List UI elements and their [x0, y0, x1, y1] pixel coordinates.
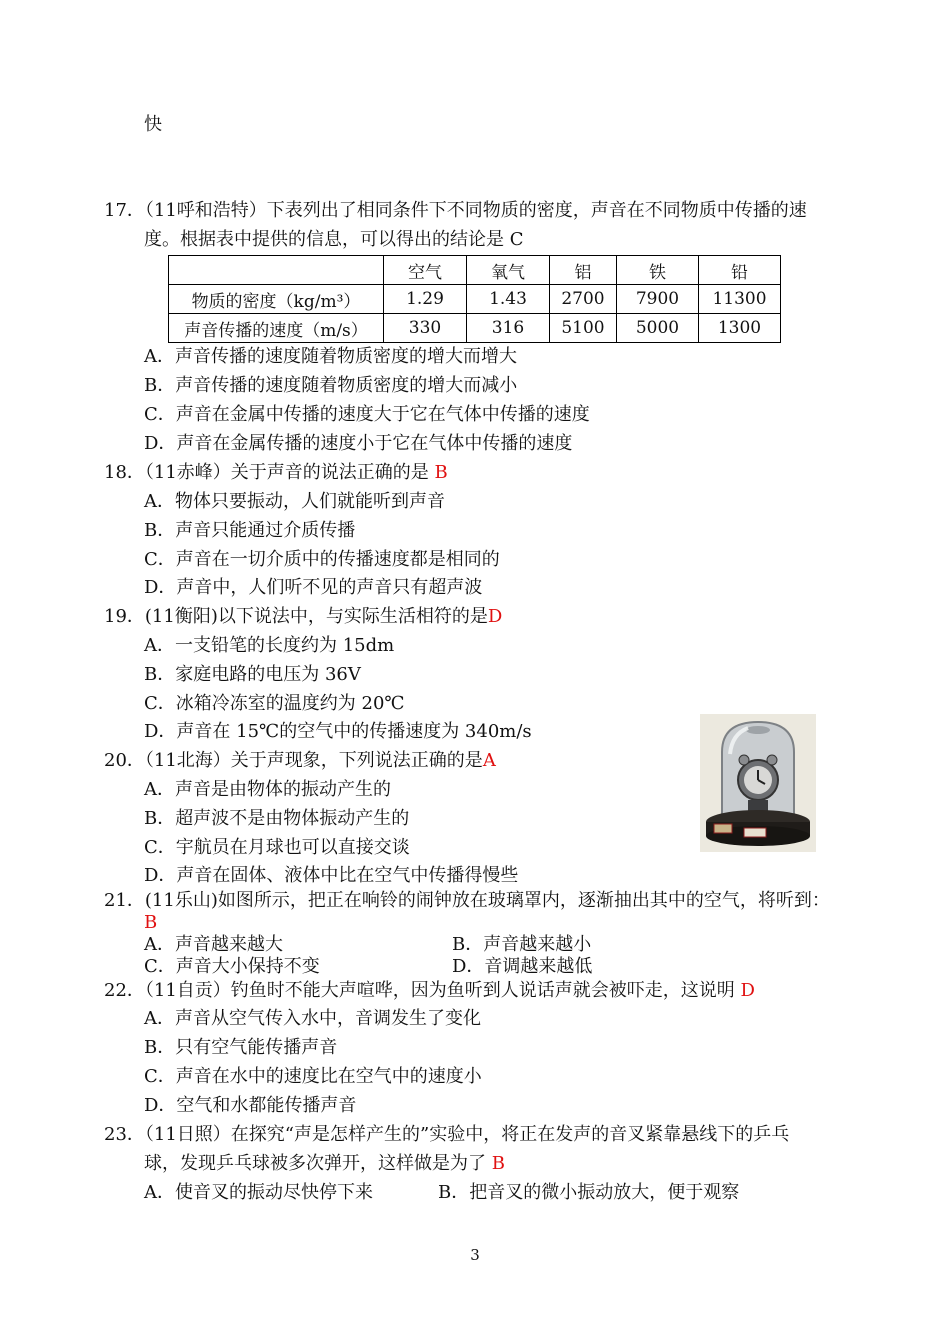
q17-stem-line1: 17．（11呼和浩特）下表列出了相同条件下不同物质的密度，声音在不同物质中传播的速 — [104, 200, 807, 221]
table-cell: 1.29 — [384, 285, 467, 314]
q19-answer: D — [487, 606, 503, 627]
q20-option-d: D．声音在固体、液体中比在空气中传播得慢些 — [144, 865, 519, 886]
table-header-cell: 铅 — [699, 256, 781, 285]
table-header-cell: 铁 — [617, 256, 699, 285]
table-header-cell: 氧气 — [467, 256, 550, 285]
q20-option-a: A．声音是由物体的振动产生的 — [144, 779, 391, 800]
table-row — [169, 314, 781, 343]
table-header-cell — [169, 256, 384, 285]
q23-stem-line1: 23．（11日照）在探究“声是怎样产生的”实验中，将正在发声的音叉紧靠悬线下的乒乓 — [104, 1124, 790, 1145]
q20-answer: A — [482, 750, 496, 771]
table-row-label: 声音传播的速度（m/s） — [169, 314, 384, 343]
q20-stem — [104, 750, 496, 772]
q17-option-c: C．声音在金属中传播的速度大于它在气体中传播的速度 — [144, 404, 590, 425]
table-row — [169, 285, 781, 314]
q22-option-a: A．声音从空气传入水中，音调发生了变化 — [144, 1008, 481, 1029]
q19-option-d: D．声音在 15℃的空气中的传播速度为 340m/s — [144, 721, 532, 742]
q23-answer: B — [491, 1153, 505, 1174]
q19-stem — [104, 606, 502, 628]
q19-option-c: C．冰箱冷冻室的温度约为 20℃ — [144, 693, 405, 714]
table-cell: 5100 — [550, 314, 617, 343]
q22-stem-text: 22．（11自贡）钓鱼时不能大声喧哗，因为鱼听到人说话声就会被吓走，这说明 — [104, 980, 735, 1001]
table-cell: 1300 — [699, 314, 781, 343]
fragment-text: 快 — [144, 114, 162, 135]
table-cell: 11300 — [699, 285, 781, 314]
q18-option-a: A．物体只要振动，人们就能听到声音 — [144, 491, 445, 512]
q19-stem-text: 19．(11衡阳)以下说法中，与实际生活相符的是 — [104, 606, 488, 627]
q21-option-c: C．声音大小保持不变 — [144, 956, 320, 977]
q17-option-d: D．声音在金属传播的速度小于它在气体中传播的速度 — [144, 433, 573, 454]
q22-answer: D — [740, 980, 755, 1001]
table-header-row — [169, 256, 781, 285]
table-cell: 1.43 — [467, 285, 550, 314]
table-cell: 316 — [467, 314, 550, 343]
q17-table — [168, 255, 781, 343]
q21-option-a: A．声音越来越大 — [144, 934, 283, 955]
table-header-cell: 铝 — [550, 256, 617, 285]
q18-answer: B — [434, 462, 448, 483]
q23-option-a: A．使音叉的振动尽快停下来 — [144, 1182, 373, 1203]
table-cell: 2700 — [550, 285, 617, 314]
q18-stem-text: 18．（11赤峰）关于声音的说法正确的是 — [104, 462, 429, 483]
table-cell: 330 — [384, 314, 467, 343]
table-cell: 5000 — [617, 314, 699, 343]
q22-option-b: B．只有空气能传播声音 — [144, 1037, 338, 1058]
q22-stem — [104, 980, 755, 1002]
q20-option-b: B．超声波不是由物体振动产生的 — [144, 808, 410, 829]
q17-option-b: B．声音传播的速度随着物质密度的增大而减小 — [144, 375, 518, 396]
q20-option-c: C．宇航员在月球也可以直接交谈 — [144, 837, 410, 858]
page-number: 3 — [470, 1246, 480, 1264]
table-cell: 7900 — [617, 285, 699, 314]
q21-answer: B — [144, 912, 158, 933]
q22-option-c: C．声音在水中的速度比在空气中的速度小 — [144, 1066, 482, 1087]
q21-stem: 21．(11乐山)如图所示，把正在响铃的闹钟放在玻璃罩内，逐渐抽出其中的空气，将听到： — [104, 890, 830, 911]
q23-stem-text: 球，发现乒乓球被多次弹开，这样做是为了 — [144, 1153, 486, 1174]
q23-stem-line2 — [144, 1153, 505, 1175]
q18-option-c: C．声音在一切介质中的传播速度都是相同的 — [144, 549, 500, 570]
table-row-label: 物质的密度（kg/m³） — [169, 285, 384, 314]
q18-option-d: D．声音中，人们听不见的声音只有超声波 — [144, 577, 483, 598]
q17-stem-line2: 度。根据表中提供的信息，可以得出的结论是 C — [144, 229, 524, 250]
q19-option-b: B．家庭电路的电压为 36V — [144, 664, 361, 685]
q23-option-b: B．把音叉的微小振动放大，便于观察 — [438, 1182, 740, 1203]
bell-jar-illustration — [700, 714, 816, 852]
q18-stem — [104, 462, 448, 484]
bell-jar-alarm-clock-image — [700, 714, 816, 852]
q22-option-d: D．空气和水都能传播声音 — [144, 1095, 357, 1116]
q21-option-b: B．声音越来越小 — [452, 934, 592, 955]
q21-option-d: D．音调越来越低 — [452, 956, 593, 977]
table-header-cell: 空气 — [384, 256, 467, 285]
q20-stem-text: 20．（11北海）关于声现象，下列说法正确的是 — [104, 750, 483, 771]
q18-option-b: B．声音只能通过介质传播 — [144, 520, 356, 541]
q17-option-a: A．声音传播的速度随着物质密度的增大而增大 — [144, 346, 517, 367]
q19-option-a: A．一支铅笔的长度约为 15dm — [144, 635, 395, 656]
